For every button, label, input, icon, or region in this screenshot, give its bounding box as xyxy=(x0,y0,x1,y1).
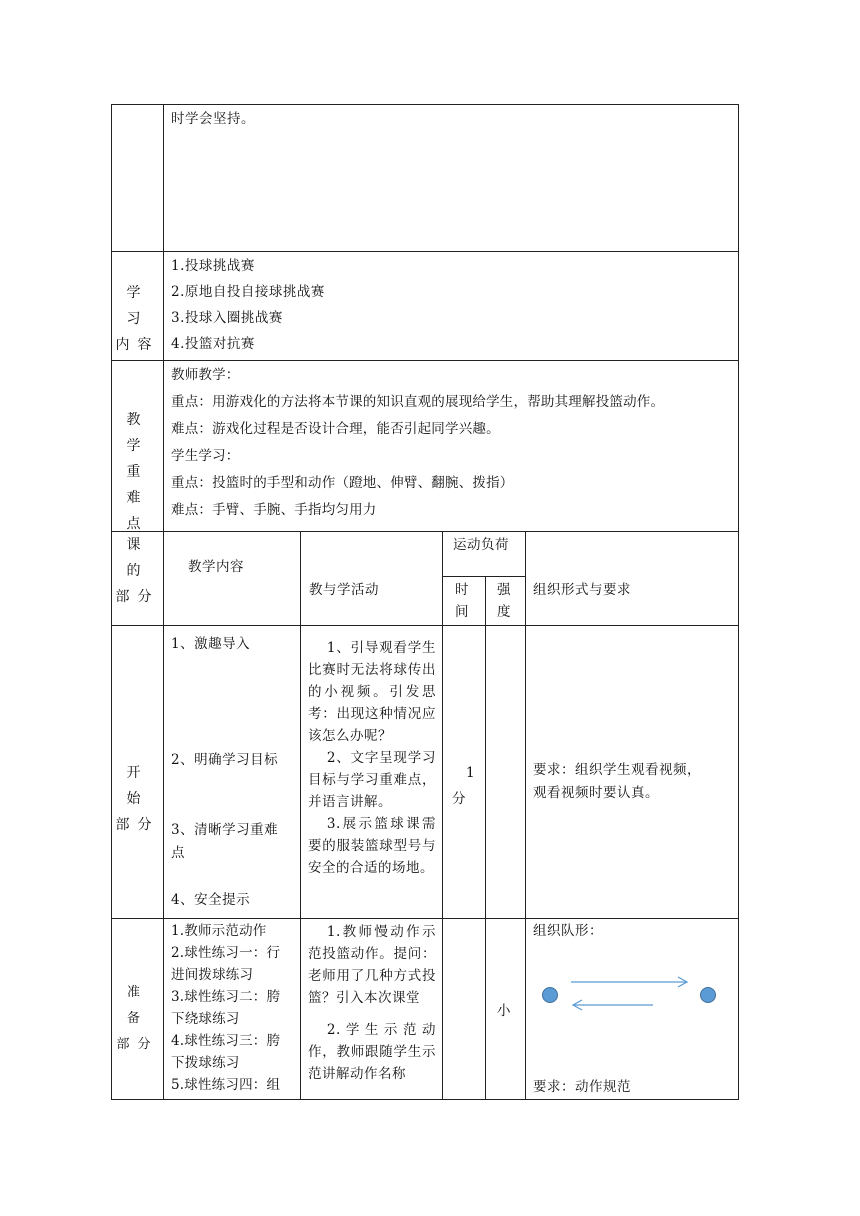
list-item: 3.球性练习二：胯 xyxy=(171,989,281,1005)
start-content-item: 2、明确学习目标 xyxy=(171,752,279,768)
continuation-text: 时学会坚持。 xyxy=(171,111,255,127)
header-load-label: 运动负荷 xyxy=(453,537,509,553)
activity-paragraph: 1.教师慢动作示范投篮动作。提问：老师用了几种方式投篮？引入本次课堂 xyxy=(308,924,436,1006)
list-item: 2.原地自投自接球挑战赛 xyxy=(171,284,325,300)
activity-paragraph: 1、引导观看学生比赛时无法将球传出的小视频。引发思考：出现这种情况应该怎么办呢？ xyxy=(308,640,436,744)
prep-activity-text xyxy=(308,921,436,1085)
header-intensity-label: 强 度 xyxy=(497,582,511,620)
formation-arrows xyxy=(565,972,695,1012)
activity-paragraph: 2.学生示范动作，教师跟随学生示范讲解动作名称 xyxy=(308,1022,436,1082)
header-org-label: 组织形式与要求 xyxy=(533,582,631,598)
start-content-item: 3、清晰学习重难 xyxy=(171,822,279,838)
list-item: 3.投球入圈挑战赛 xyxy=(171,310,283,326)
list-item: 下绕球练习 xyxy=(171,1011,240,1027)
activity-paragraph: 2、文字呈现学习目标与学习重难点，并语言讲解。 xyxy=(308,750,436,810)
start-time-value: 1 分 xyxy=(452,765,476,807)
list-item: 4.球性练习三：胯 xyxy=(171,1033,281,1049)
start-activity-text xyxy=(308,637,436,879)
prep-org-title: 组织队形： xyxy=(533,923,603,939)
list-item: 2.球性练习一：行 xyxy=(171,945,281,961)
prep-content-list xyxy=(171,920,280,1096)
list-item: 下拨球练习 xyxy=(171,1055,240,1071)
activity-paragraph: 3.展示篮球课需要的服装篮球型号与安全的合适的场地。 xyxy=(308,816,436,876)
list-item: 4.投篮对抗赛 xyxy=(171,336,255,352)
learning-content-list xyxy=(171,253,325,357)
header-part-label: 课 的 部分 xyxy=(115,537,160,605)
prep-org-requirement: 要求：动作规范 xyxy=(533,1079,631,1095)
list-item: 1.教师示范动作 xyxy=(171,923,267,939)
key-points-text: 教师教学： 重点：用游戏化的方法将本节课的知识直观的展现给学生，帮助其理解投篮动作。 难点：游戏化过程是否设计合理，能否引起同学兴趣。 学生学习： 重点：投篮时的手型和动作（蹬地、伸臂、翻腕、拨指） 难点：手臂、手腕、手指均匀用力 xyxy=(171,367,665,518)
list-item: 5.球性练习四：组 xyxy=(171,1077,281,1093)
start-content-item: 1、激趣导入 xyxy=(171,636,251,652)
start-content-item: 点 xyxy=(171,845,185,861)
player-dot-left xyxy=(542,987,558,1003)
prep-part-label: 准 备 部分 xyxy=(116,985,159,1052)
header-time-label: 时 间 xyxy=(455,582,469,620)
prep-intensity-value: 小 xyxy=(497,1003,511,1019)
header-activity-label: 教与学活动 xyxy=(309,582,379,598)
list-item: 进间拨球练习 xyxy=(171,967,254,983)
start-org-text: 要求：组织学生观看视频， 观看视频时要认真。 xyxy=(533,762,701,801)
start-part-label: 开 始 部分 xyxy=(115,765,160,833)
list-item: 1.投球挑战赛 xyxy=(171,258,255,274)
player-dot-right xyxy=(700,987,716,1003)
header-content-label: 教学内容 xyxy=(188,559,244,575)
row-continuation-label-cell xyxy=(111,104,164,252)
start-intensity-cell xyxy=(485,625,526,919)
start-content-item: 4、安全提示 xyxy=(171,892,251,908)
prep-time-cell xyxy=(442,918,486,1100)
learning-content-label: 学 习 内容 xyxy=(115,285,160,353)
key-points-label: 教 学 重 难 点 xyxy=(126,412,149,532)
